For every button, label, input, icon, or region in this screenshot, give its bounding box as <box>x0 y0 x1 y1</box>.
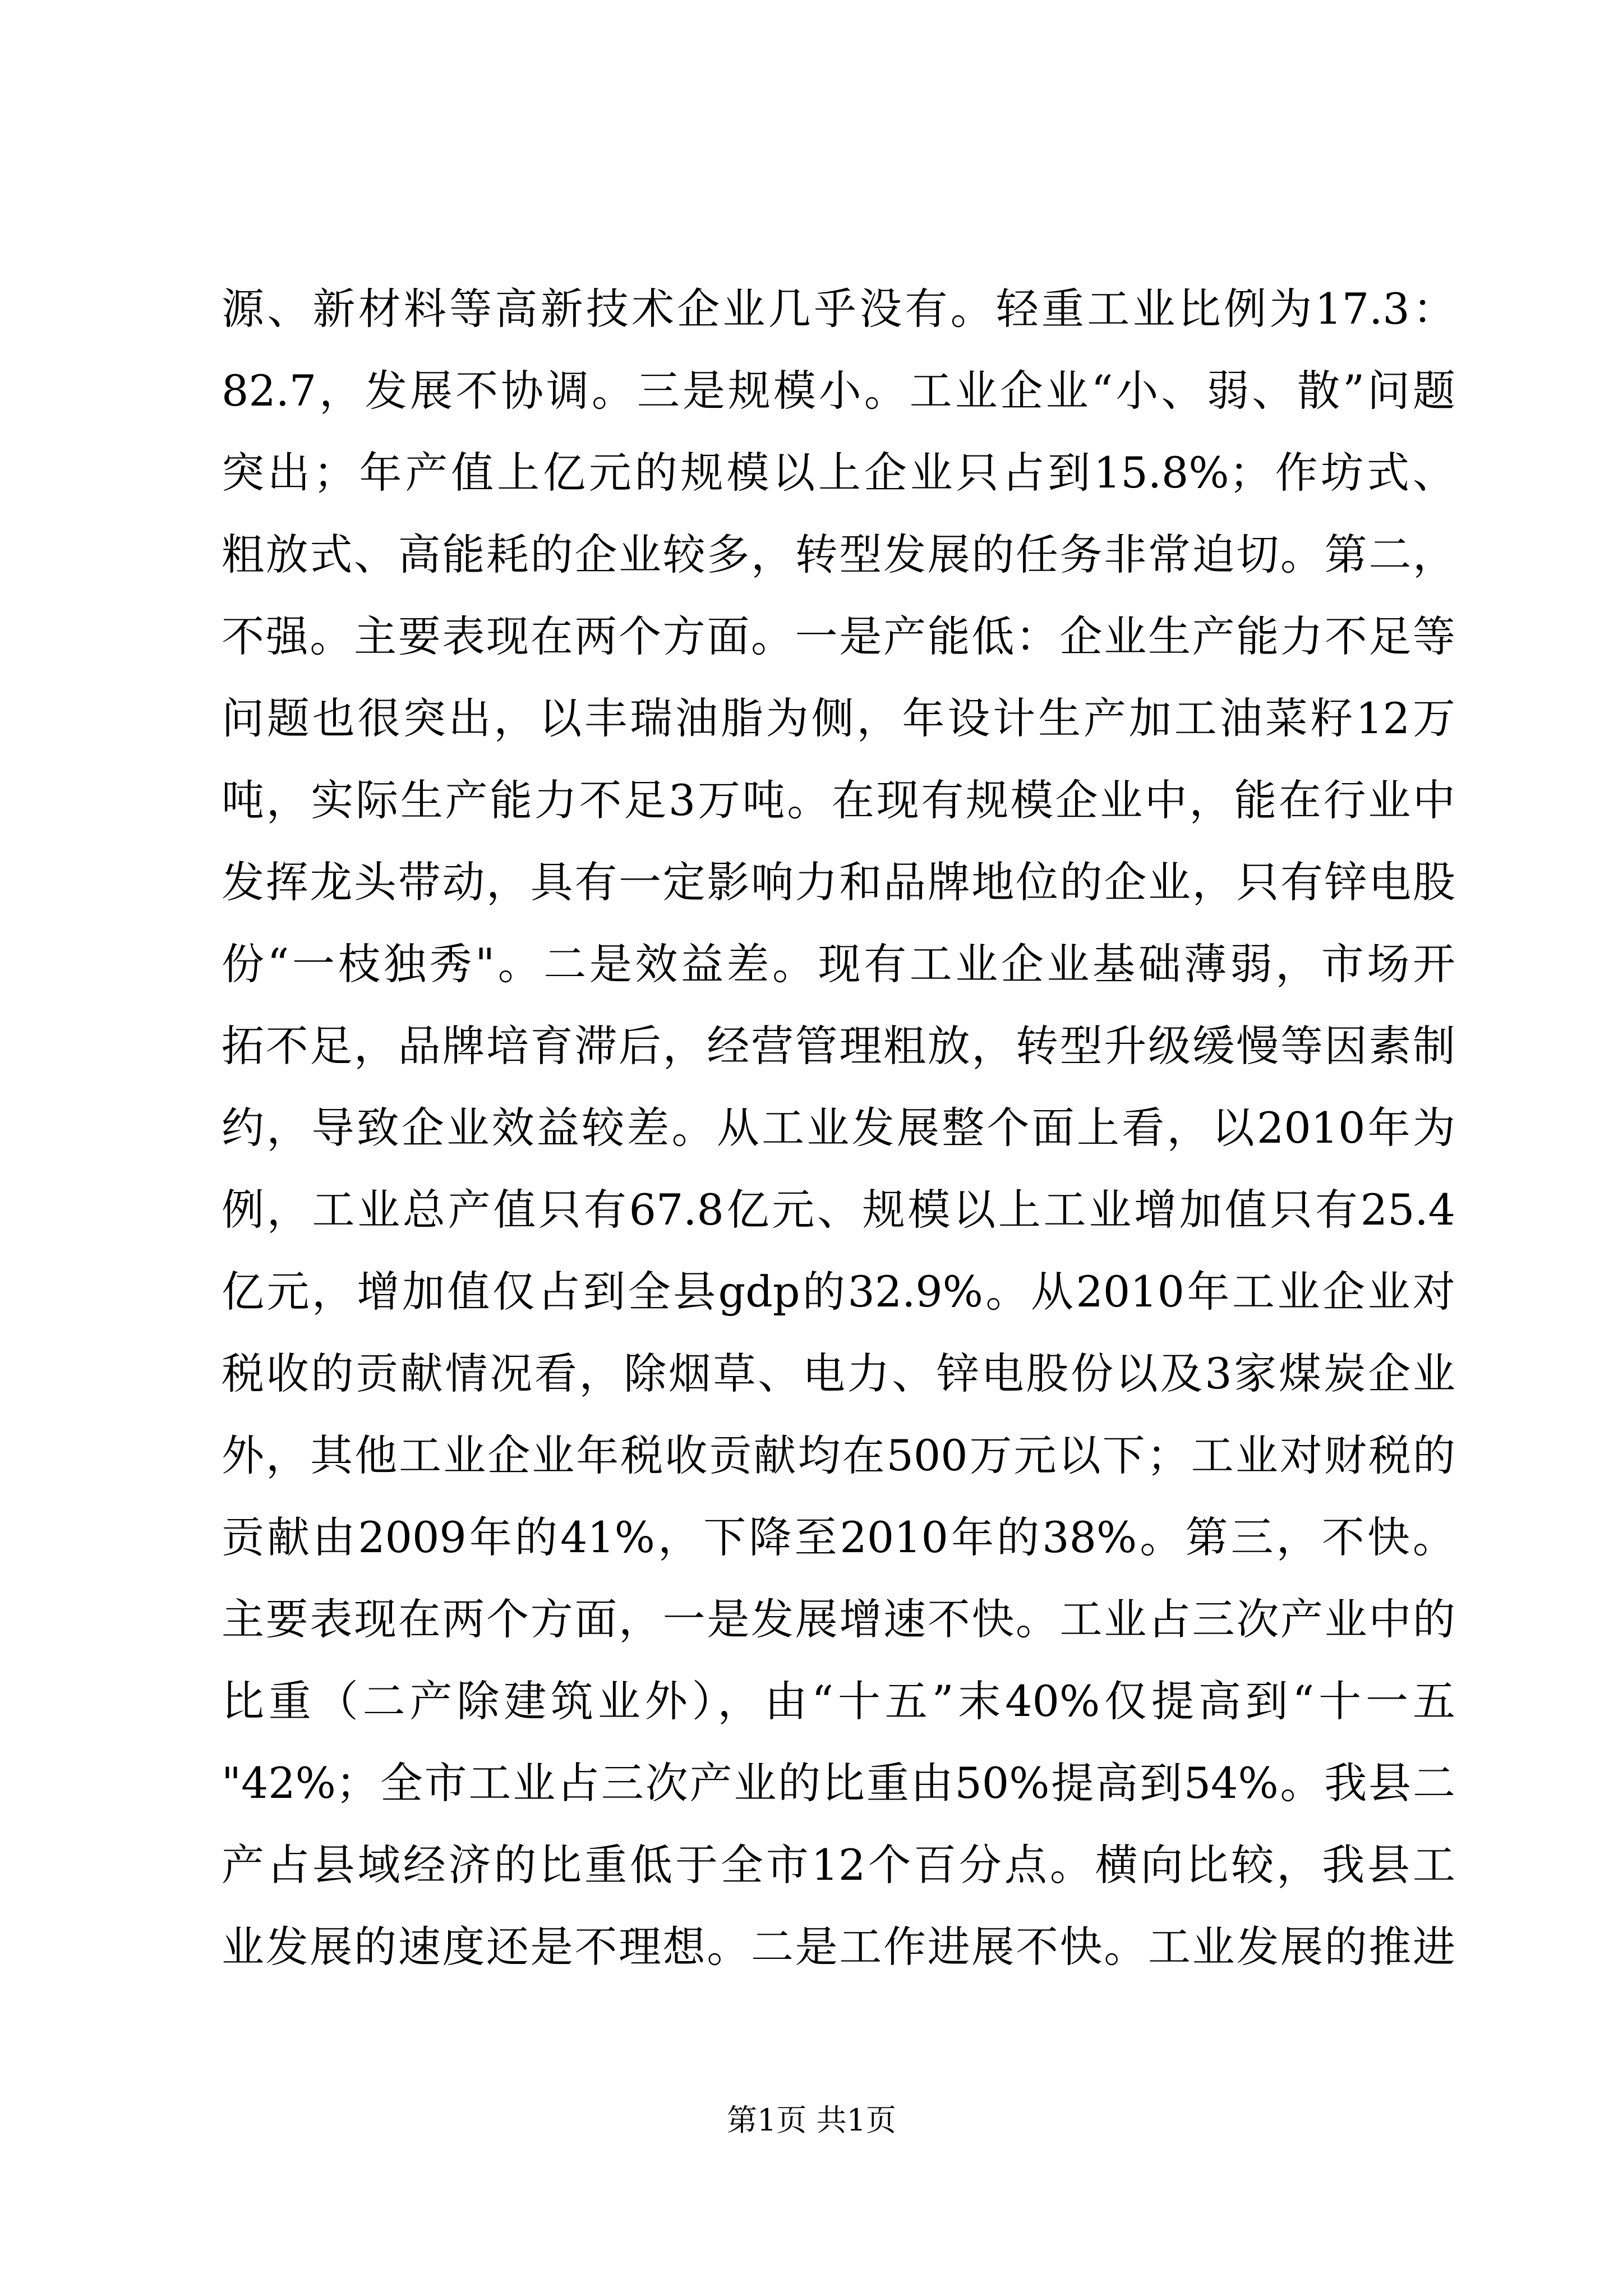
text-line: 产占县域经济的比重低于全市12个百分点。横向比较，我县工 <box>222 1840 1455 1890</box>
text-line: "42%；全市工业占三次产业的比重由50%提高到54%。我县二 <box>222 1758 1455 1808</box>
text-line: 不强。主要表现在两个方面。一是产能低：企业生产能力不足等 <box>222 611 1455 661</box>
text-line: 贡献由2009年的41%，下降至2010年的38%。第三，不快。 <box>222 1512 1455 1562</box>
text-line: 粗放式、高能耗的企业较多，转型发展的任务非常迫切。第二， <box>222 530 1455 579</box>
text-line: 82.7，发展不协调。三是规模小。工业企业“小、弱、散”问题 <box>222 366 1455 416</box>
text-line: 主要表现在两个方面，一是发展增速不快。工业占三次产业中的 <box>222 1594 1455 1644</box>
text-line: 份“一枝独秀"。二是效益差。现有工业企业基础薄弱，市场开 <box>222 939 1455 989</box>
page-number-label: 第1页 共1页 <box>727 2102 896 2138</box>
text-line: 突出；年产值上亿元的规模以上企业只占到15.8%；作坊式、 <box>222 448 1455 498</box>
text-line: 亿元，增加值仅占到全县gdp的32.9%。从2010年工业企业对 <box>222 1267 1455 1317</box>
text-line: 源、新材料等高新技术企业几乎没有。轻重工业比例为17.3： <box>222 284 1455 334</box>
text-line: 约，导致企业效益较差。从工业发展整个面上看，以2010年为 <box>222 1103 1455 1153</box>
text-line: 业发展的速度还是不理想。二是工作进展不快。工业发展的推进 <box>222 1922 1455 1972</box>
text-line: 拓不足，品牌培育滞后，经营管理粗放，转型升级缓慢等因素制 <box>222 1021 1455 1071</box>
page-footer <box>0 2098 1623 2143</box>
text-line: 发挥龙头带动，具有一定影响力和品牌地位的企业，只有锌电股 <box>222 857 1455 907</box>
text-line: 吨，实际生产能力不足3万吨。在现有规模企业中，能在行业中 <box>222 775 1455 825</box>
text-line: 税收的贡献情况看，除烟草、电力、锌电股份以及3家煤炭企业 <box>222 1349 1455 1398</box>
text-line: 比重（二产除建筑业外），由“十五”末40%仅提高到“十一五 <box>222 1676 1455 1726</box>
text-line: 问题也很突出，以丰瑞油脂为侧，年设计生产加工油菜籽12万 <box>222 693 1455 743</box>
text-line: 外，其他工业企业年税收贡献均在500万元以下；工业对财税的 <box>222 1430 1455 1480</box>
body-text <box>222 268 1455 1988</box>
text-line: 例，工业总产值只有67.8亿元、规模以上工业增加值只有25.4 <box>222 1185 1455 1235</box>
